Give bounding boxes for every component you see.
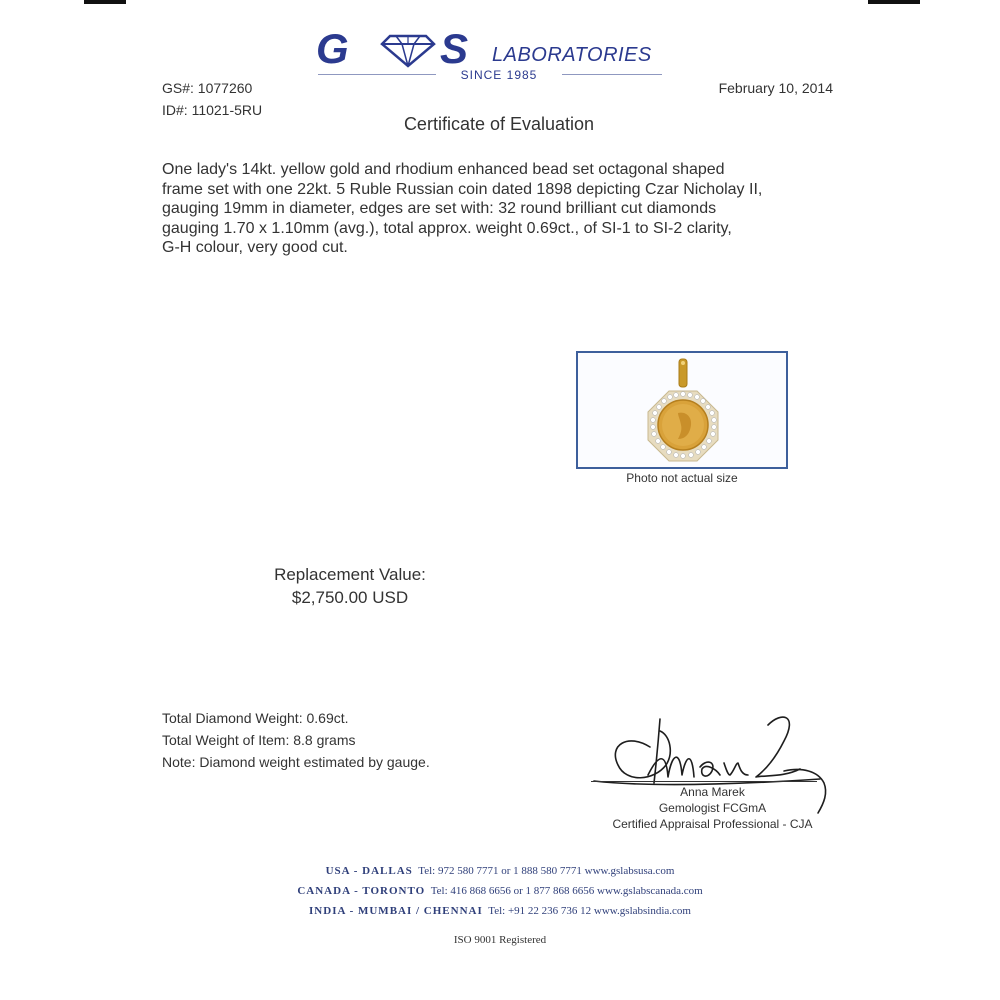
- description-line: gauging 1.70 x 1.10mm (avg.), total approx. weight 0.69ct., of SI-1 to SI-2 clarity,: [162, 219, 732, 237]
- total-item-weight: [162, 732, 356, 748]
- description-line: G-H colour, very good cut.: [162, 239, 348, 257]
- id-value: 11021-5RU: [191, 102, 263, 118]
- logo-rule-right: [562, 74, 662, 75]
- logo-laboratories: LABORATORIES: [492, 44, 652, 66]
- gold-coin-pendant-photo: [578, 353, 786, 467]
- footer-info: Tel: +91 22 236 736 12 www.gslabsindia.com: [488, 905, 691, 917]
- logo-rule-left: [318, 74, 436, 75]
- description-line: One lady's 14kt. yellow gold and rhodium enhanced bead set octagonal shaped: [162, 161, 725, 178]
- footer-city: INDIA - MUMBAI / CHENNAI: [309, 905, 483, 917]
- iso-registration: ISO 9001 Registered: [453, 934, 547, 946]
- company-logo: [316, 28, 492, 68]
- diamond-icon: [382, 36, 434, 66]
- signer-title: Gemologist FCGmA: [658, 801, 767, 815]
- logo-since: SINCE 1985: [460, 68, 538, 82]
- item-description: [162, 160, 842, 258]
- gs-value: 1077260: [197, 80, 253, 96]
- replacement-value-label: Replacement Value:: [274, 565, 426, 584]
- footer-contact-canada: [220, 885, 780, 897]
- signer-name: Anna Marek: [680, 785, 745, 799]
- id-number: [162, 102, 262, 118]
- replacement-value-amount: $2,750.00 USD: [291, 588, 409, 607]
- description-line: frame set with one 22kt. 5 Ruble Russian coin dated 1898 depicting Czar Nicholay II,: [162, 180, 763, 198]
- footer-info: Tel: 416 868 6656 or 1 877 868 6656 www.gslabscanada.com: [430, 885, 703, 897]
- logo-letter-s: S: [440, 28, 469, 68]
- total-diamond-weight: [162, 710, 349, 726]
- certificate-title: Certificate of Evaluation: [403, 114, 595, 134]
- id-label: ID#:: [162, 102, 188, 118]
- photo-caption: Photo not actual size: [626, 471, 738, 485]
- footer-contact-usa: [220, 865, 780, 877]
- logo-mark: [316, 28, 492, 68]
- total-item-weight-value: : 8.8 grams: [285, 732, 356, 748]
- footer-contact-india: [220, 905, 780, 917]
- signer-certification: Certified Appraisal Professional - CJA: [612, 817, 813, 831]
- gs-number: [162, 80, 252, 96]
- scan-edge-left: [84, 0, 126, 4]
- total-diamond-weight-label: Total Diamond Weight: [162, 710, 299, 726]
- logo-letter-g: G: [316, 28, 349, 68]
- footer-city: CANADA - TORONTO: [297, 885, 426, 897]
- weight-note: Note: Diamond weight estimated by gauge.: [162, 754, 430, 770]
- scan-edge-right: [868, 0, 920, 4]
- certificate-date: February 10, 2014: [718, 80, 833, 96]
- total-diamond-weight-value: : 0.69ct.: [298, 710, 349, 726]
- total-item-weight-label: Total Weight of Item: [162, 732, 286, 748]
- footer-info: Tel: 972 580 7771 or 1 888 580 7771 www.gslabsusa.com: [418, 865, 675, 877]
- item-photo: [576, 351, 788, 469]
- gs-label: GS#:: [162, 80, 194, 96]
- description-line: gauging 19mm in diameter, edges are set with: 32 round brilliant cut diamonds: [162, 200, 717, 218]
- footer-city: USA - DALLAS: [325, 865, 413, 877]
- signature-line: [591, 781, 817, 782]
